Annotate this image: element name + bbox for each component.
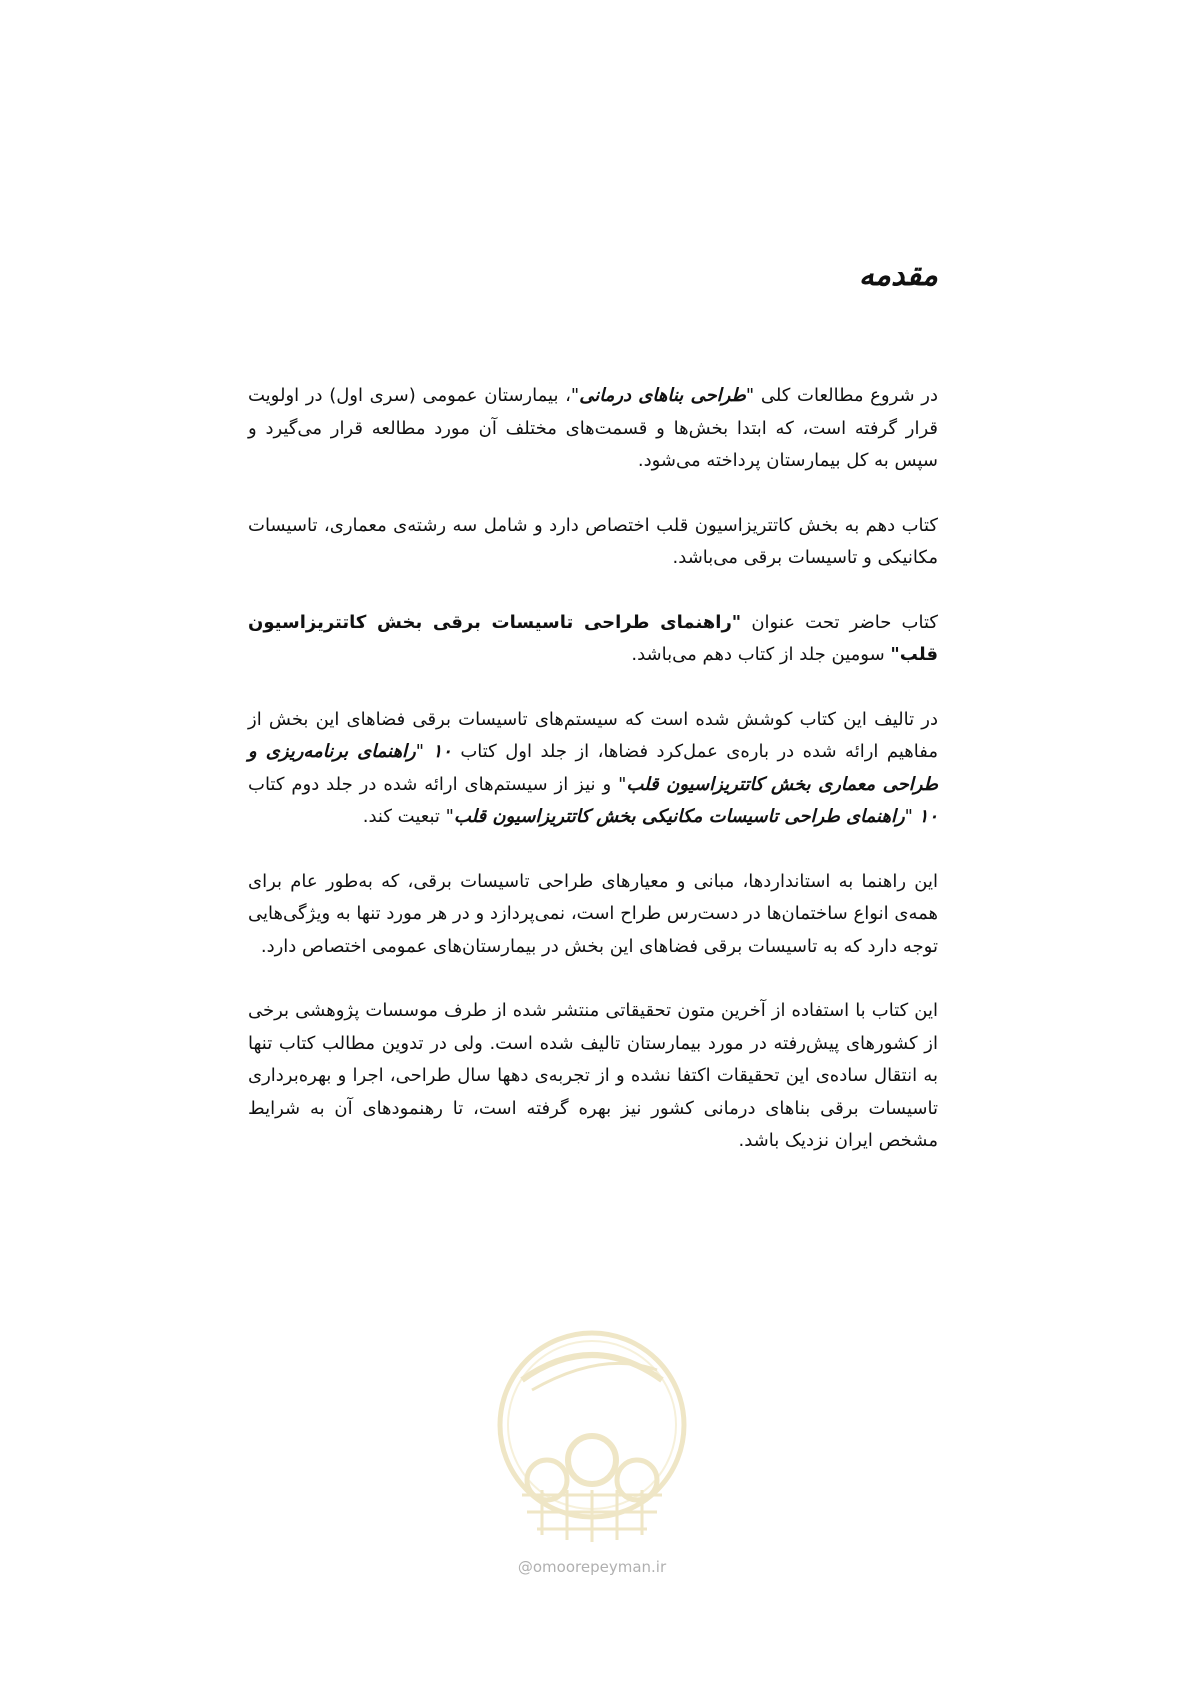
emphasized-text: راهنمای طراحی تاسیسات مکانیکی بخش کاتتریزاسیون قلب [453,806,905,827]
watermark-logo [492,1320,692,1570]
paragraph [248,866,938,964]
emphasized-text: "راهنمای طراحی تاسیسات برقی بخش کاتتریزاسیون قلب" [248,611,938,665]
paragraph [248,704,938,834]
emphasized-text: ۱۰ [918,806,938,827]
paragraph [248,380,938,478]
text-run: این کتاب با استفاده از آخرین متون تحقیقاتی منتشر شده از طرف موسسات پژوهشی برخی از کشورهای پیش‌رفته در مورد بیمارستان تالیف شده است. ولی در تدوین مطالب کتاب تنها به انتقال ساده‌ی این تحقیقات اکتفا نشده و از تجربه‌ی دهها سال طراحی، اجرا و بهره‌برداری تاسیسات برقی بناهای درمانی کشور نیز بهره گرفته است، تا رهنمودهای آن به شرایط مشخص ایران نزدیک باشد. [248,1000,938,1151]
text-run: این راهنما به استانداردها، مبانی و معیارهای طراحی تاسیسات برقی، که به‌طور عام برای همه‌ی انواع ساختمان‌ها در دست‌رس طراح است، نمی‌پردازد و در هر مورد تنها به ویژگی‌هایی توجه دارد که به تاسیسات برقی فضاهای این بخش در بیمارستان‌های عمومی اختصاص دارد. [248,870,938,957]
text-run: "، بیمارستان عمومی (سری اول) در اولویت قرار گرفته است، که ابتدا بخش‌ها و قسمت‌های مختلف آن مورد مطالعه قرار می‌گیرد و سپس به کل بیمارستان پرداخته می‌شود. [248,385,938,471]
emphasized-text: ۱۰ [432,741,452,762]
text-run: " تبعیت کند. [362,806,454,827]
watermark-url: @omoorepeyman.ir [517,1558,667,1576]
text-run: " و نیز از سیستم‌های ارائه شده در جلد دوم کتاب [248,773,627,795]
page-title: مقدمه [858,258,938,293]
paragraph [248,607,938,672]
text-run: کتاب حاضر تحت عنوان [741,611,938,633]
text-run: کتاب دهم به بخش کاتتریزاسیون قلب اختصاص دارد و شامل سه رشته‌ی معماری، تاسیسات مکانیکی و تاسیسات برقی می‌باشد. [248,514,938,568]
text-run: " [415,741,433,762]
paragraph [248,995,938,1158]
text-run: سومین جلد از کتاب دهم می‌باشد. [631,644,891,665]
emphasized-text: طراحی بناهای درمانی [579,385,746,406]
text-run: در تالیف این کتاب کوشش شده است که سیستم‌های تاسیسات برقی فضاهای این بخش از مفاهیم ارائه شده در باره‌ی عمل‌کرد فضاها، از جلد اول کتاب [248,708,938,762]
emphasized-text: راهنمای برنامه‌ریزی و طراحی معماری بخش کاتتریزاسیون قلب [248,741,938,795]
text-run: " [904,806,919,827]
paragraph [248,510,938,575]
text-run: در شروع مطالعات کلی " [745,385,938,406]
body-text [248,380,938,1190]
